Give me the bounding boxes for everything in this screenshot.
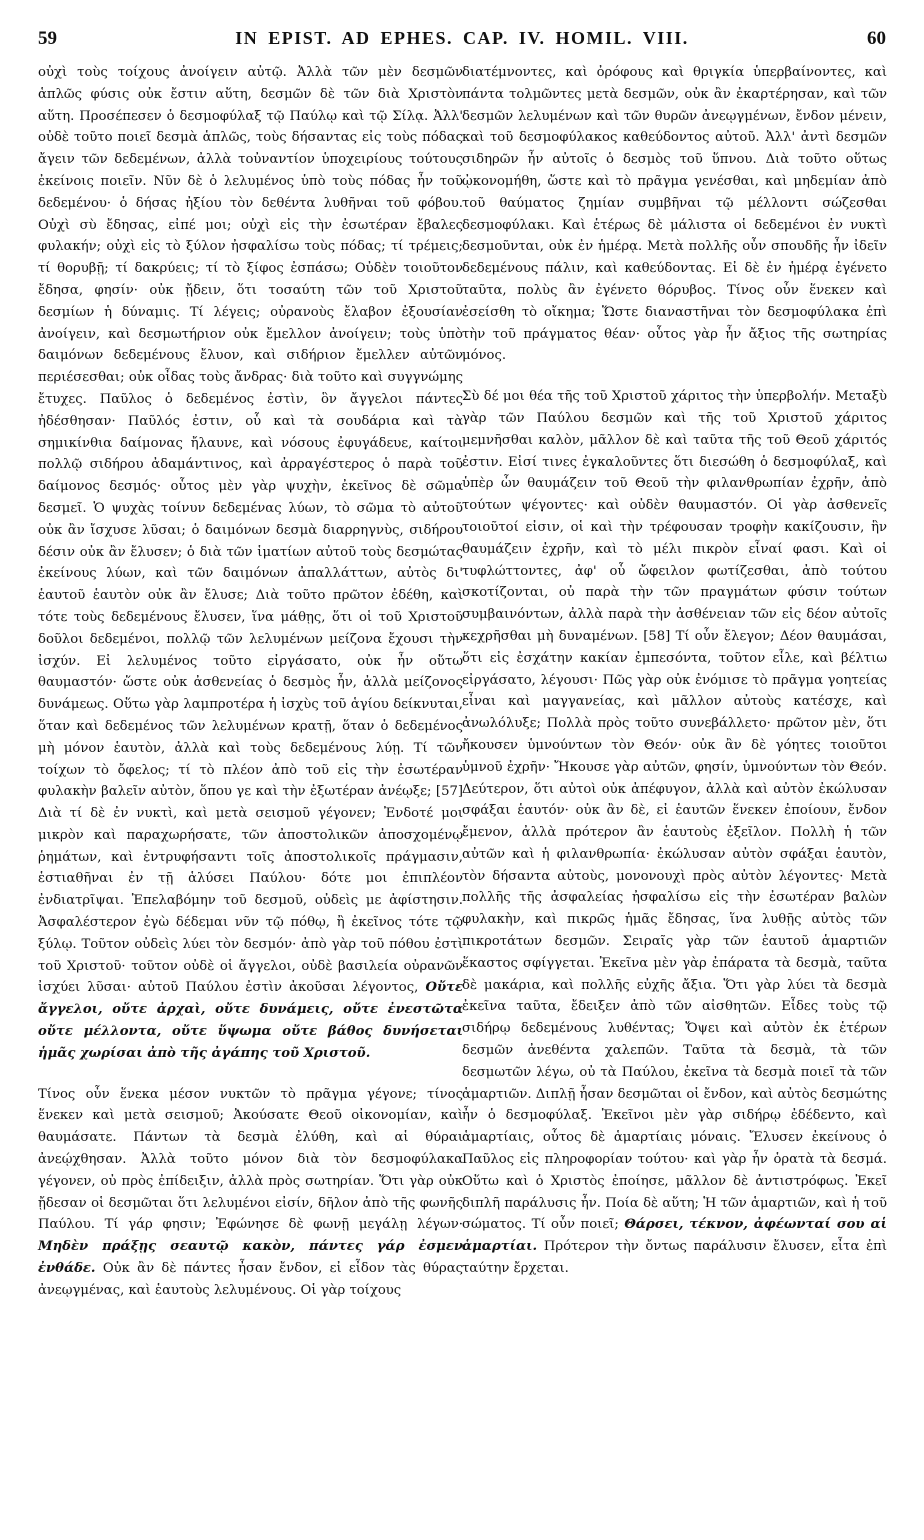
left-column	[38, 62, 463, 1302]
right-paragraph-2-text: Σὺ δέ μοι θέα τῆς τοῦ Χριστοῦ χάριτος τὴν ὑπερβολήν. Μεταξὺ γὰρ τῶν Παύλου δεσμῶν καὶ τῆς τοῦ Χριστοῦ χάριτος μεμνῆσθαι καλὸν, μᾶλλον δὲ καὶ ταῦτα τῆς τοῦ Θεοῦ χάριτός ἐστιν. Εἰσί τινες ἐγκαλοῦντες ὅτι διεσώθη ὁ δεσμοφύλαξ, καὶ ὑπὲρ ὧν θαυμάζειν τοῦ Θεοῦ τὴν φιλανθρωπίαν ἐχρῆν, ἀπὸ τούτων ψέγοντες· καὶ οὐδὲν θαυμαστόν. Οἱ γὰρ ἀσθενεῖς τοιοῦτοί εἰσιν, οἱ καὶ τὴν τρέφουσαν τροφὴν κακίζουσιν, ἣν θαυμάζειν ἐχρῆν, καὶ τὸ μέλι πικρὸν εἶναί φασι. Καὶ οἱ τυφλώττοντες, ἀφ' οὗ ὤφειλον φωτίζεσθαι, ἀπὸ τούτου σκοτίζονται, οὐ παρὰ τὴν τῶν πραγμάτων φύσιν τούτων συμβαινόντων, ἀλλὰ παρὰ τὴν ἀσθένειαν τῶν εἰς δέον αὐτοῖς κεχρῆσθαι μὴ δυναμένων. [58] Τί οὖν ἔλεγον; Δέον θαυμάσαι, ὅτι εἰς ἐσχάτην κακίαν ἐμπεσόντα, τοῦτον εἷλε, καὶ βέλτιω εἰργάσατο, λέγουσι· Πῶς γὰρ οὐκ ἐνόμισε τὸ πρᾶγμα γοητείας εἶναι καὶ μαγγανείας, καὶ μᾶλλον αὐτοὺς κατέσχε, καὶ ἀνωλόλυξε; Πολλὰ πρὸς τοῦτο συνεβάλλετο· πρῶτον μὲν, ὅτι ἤκουσεν ὑμνούντων τὸν Θεόν· οὐκ ἂν δὲ γόητες τοιοῦτοι ὑμνοῦ ἐχρῆν· Ἤκουσε γὰρ αὐτῶν, φησίν, ὑμνούντων τὸν Θεόν. Δεύτερον, ὅτι αὐτοὶ οὐκ ἀπέφυγον, ἀλλὰ καὶ αὐτὸν ἐκώλυσαν σφάξαι ἑαυτόν· οὐκ ἂν δὲ, εἰ ἑαυτῶν ἕνεκεν ἐποίουν, ἔνδον ἔμενον, ἀλλὰ πρότερον ἂν ἑαυτοὺς ἐξεῖλον. Πολλὴ ἡ τῶν αὐτῶν καὶ ἡ φιλανθρωπία· ἐκώλυσαν αὐτὸν σφάξαι ἑαυτὸν, τὸν δήσαντα αὐτοὺς, μονονουχὶ πρὸς αὐτὸν λέγοντες· Μετὰ πολλῆς τῆς ἀσφαλείας ἠσφαλίσω εἰς τὴν ἐσωτέραν βαλὼν φυλακὴν, καὶ πικρῶς ἡμᾶς ἔδησας, ἵνα λυθῇς αὐτὸς τῶν πικροτάτων δεσμῶν. Σειραῖς γὰρ τῶν ἑαυτοῦ ἁμαρτιῶν ἕκαστος σφίγγεται. Ἐκεῖνα μὲν γὰρ ἐπάρατα τὰ δεσμὰ, ταῦτα δὲ μακάρια, καὶ πολλῆς εὐχῆς ἄξια. Ὅτι γὰρ λύει τὰ δεσμὰ ἐκεῖνα ταῦτα, ἔδειξεν ἀπὸ τῶν αἰσθητῶν. Εἶδες τοὺς τῷ σιδήρῳ δεδεμένους λυθέντας; Ὄψει καὶ αὐτὸν ἐκ ἑτέρων δεσμῶν ἀνεθέντα χαλεπῶν. Ταῦτα τὰ δεσμὰ, τὰ τῶν δεσμωτῶν λέγω, οὐ τὰ Παύλου, ἐκεῖνα τὰ δεσμὰ ποιεῖ τὰ τῶν ἁμαρτιῶν. Διπλῇ ἦσαν δεσμῶται οἱ ἔνδον, καὶ αὐτὸς δεσμώτης ἦν ὁ δεσμοφύλαξ. Ἐκεῖνοι μὲν γὰρ σιδήρῳ ἐδέδεντο, καὶ ἁμαρτίαις, οὗτος δὲ ἁμαρτίαις μόναις. Ἔλυσεν ἐκείνους ὁ Παῦλος εἰς πληροφορίαν τούτου· καὶ γὰρ ἦν ὁρατὰ τὰ δεσμά. Οὕτω καὶ ὁ Χριστὸς ἐποίησε, μᾶλλον δὲ ἀντιστρόφως. Ἐκεῖ διπλῆ παράλυσις ἦν. Ποία δὲ αὕτη; Ἡ τῶν ἁμαρτιῶν, καὶ ἡ τοῦ σώματος. Τί οὖν ποιεῖ;	[462, 389, 887, 1233]
left-paragraph-1-text: οὐχὶ τοὺς τοίχους ἀνοίγειν αὐτῷ. Ἀλλὰ τῶν μὲν δεσμῶν ἁπλῶς φύσις οὐκ ἔστιν αὕτη, δεσμῶν δὲ τῶν διὰ Χριστὸν αὕτη. Προσέπεσεν ὁ δεσμοφύλαξ τῷ Παύλῳ καὶ τῷ Σίλᾳ. Ἀλλ' οὐδὲ τοῦτο ποιεῖ δεσμὰ ἁπλῶς, τοὺς δήσαντας εἰς τοὺς πόδας ἄγειν τῶν δεδεμένων, ἀλλὰ τοὐναντίον ὑποχειρίους τούτους ἐκείνοις ποιεῖν. Νῦν δὲ ὁ λελυμένος ὑπὸ τοὺς πόδας ἦν τοῦ δεδεμένου· ὁ δήσας ἠξίου τὸν δεθέντα λυθῆναι τοῦ φόβου. Οὐχὶ σὺ ἔδησας, εἰπέ μοι; οὐχὶ εἰς τὴν ἐσωτέραν ἔβαλες φυλακήν; οὐχὶ εἰς τὸ ξύλον ἠσφαλίσω τοὺς πόδας; τί τρέμεις; τί θορυβῇ; τί δακρύεις; τί τὸ ξίφος ἐσπάσω; Οὐδὲν τοιοῦτον ἔδησα, φησίν· οὐκ ᾔδειν, ὅτι τοσαύτη τῶν τοῦ Χριστοῦ δεσμίων ἡ δύναμις. Τί λέγεις; οὐρανοὺς ἔλαβον ἐξουσίαν ἀνοίγειν, καὶ δεσμωτήριον οὐκ ἔμελλον ἀνοίγειν; τοὺς ὑπὸ δαιμόνων δεδεμένους ἔλυον, καὶ σιδήριον ἔμελλεν αὐτῶν περιέσεσθαι; οὐκ οἶδας τοὺς ἄνδρας· διὰ τοῦτο καὶ συγγνώμης ἔτυχες. Παῦλος ὁ δεδεμένος ἐστὶν, ὃν ἄγγελοι πάντες ἠδέσθησαν· Παῦλός ἐστιν, οὗ καὶ τὰ σουδάρια καὶ τὰ σημικίνθια δαίμονας ἤλαυνε, καὶ νόσους ἐφυγάδευε, καίτοι πολλῷ σιδήρου ἀδαμάντινος, καὶ ἀρραγέστερος ὁ παρὰ τοῦ δαίμονος δεσμός· οὗτος μὲν γὰρ ψυχὴν, ἐκεῖνος δὲ σῶμα δεσμεῖ. Ὁ ψυχὰς τοίνυν δεδεμένας λύων, τὸ σῶμα τὸ αὐτοῦ οὐκ ἂν ἴσχυσε λῦσαι; ὁ δαιμόνων δεσμὰ διαρρηγνὺς, σιδήρου δέσιν οὐκ ἂν ἔλυσεν; ὁ διὰ τῶν ἱματίων αὐτοῦ τοὺς δεσμώτας ἐκείνους λύων, καὶ τῶν δαιμόνων ἀπαλλάττων, αὐτὸς δι' ἑαυτοῦ ἑαυτὸν οὐκ ἂν ἔλυσε; Διὰ τοῦτο πρῶτον ἐδέθη, καὶ τότε τοὺς δεδεμένους ἔλυσεν, ἵνα μάθῃς, ὅτι οἱ τοῦ Χριστοῦ δοῦλοι δεδεμένοι, πολλῷ τῶν λελυμένων μείζονα ἔχουσι τὴν ἰσχύν. Εἰ λελυμένος τοῦτο εἰργάσατο, οὐκ ἦν οὕτω θαυμαστόν· ὥστε οὐκ ἀσθενείας ὁ δεσμὸς ἦν, ἀλλὰ μείζονος δυνάμεως. Οὕτω γὰρ λαμπροτέρα ἡ ἰσχὺς τοῦ ἁγίου δείκνυται, ὅταν καὶ δεδεμένος τῶν λελυμένων κρατῇ, ὅταν ὁ δεδεμένος μὴ μόνον ἑαυτὸν, ἀλλὰ καὶ τοὺς δεδεμένους λύῃ. Τί τῶν τοίχων τὸ ὄφελος; τί τὸ πλέον ἀπὸ τοῦ εἰς τὴν ἐσωτέραν φυλακὴν βαλεῖν αὐτὸν, ὅπου γε καὶ τὴν ἐξωτέραν ἀνέῳξε; [57] Διὰ τί δὲ ἐν νυκτὶ, καὶ μετὰ σεισμοῦ γέγονεν; Ἐνδοτέ μοι μικρὸν καὶ παραχωρήσατε, τῶν ἀποστολικῶν ἀποσχομένῳ ῥημάτων, καὶ ἐντρυφήσαντι τοῖς ἀποστολικοῖς πράγμασιν, ἑστιαθῆναι ἐν τῇ ἁλύσει Παύλου· δότε μοι ἐπιπλέον ἐνδιατρῖψαι. Ἐπελαβόμην τοῦ δεσμοῦ, οὐδεὶς με ἀφίστησιν. Ἀσφαλέστερον ἐγὼ δέδεμαι νῦν τῷ πόθῳ, ἢ ἐκεῖνος τότε τῷ ξύλῳ. Τοῦτον οὐδεὶς λύει τὸν δεσμόν· ἀπὸ γὰρ τοῦ πόθου ἐστὶ τοῦ Χριστοῦ· τοῦτον οὐδὲ οἱ ἄγγελοι, οὐδὲ βασιλεία οὐρανῶν ἰσχύει λῦσαι· αὐτοῦ Παύλου ἐστὶν ἀκοῦσαι λέγοντος,	[38, 65, 463, 996]
right-paragraph-1: διατέμνοντες, καὶ ὀρόφους καὶ θριγκία ὑπερβαίνοντες, καὶ πάντα τολμῶντες μετὰ δεσμῶν, οὐκ ἂν ἐκαρτέρησαν, καὶ τῶν δεσμῶν λελυμένων καὶ τῶν θυρῶν ἀνεῳγμένων, ἔνδον μένειν, καὶ τοῦ δεσμοφύλακος καθεύδοντος αὐτοῦ. Ἀλλ' ἀντὶ δεσμῶν σιδηρῶν ἦν αὐτοῖς ὁ δεσμὸς τοῦ ὕπνου. Διὰ τοῦτο οὕτως ᾠκονομήθη, ὥστε καὶ τὸ πρᾶγμα γενέσθαι, καὶ μηδεμίαν ἀπὸ τοῦ θαύματος ζημίαν συμβῆναι τῷ μέλλοντι σώζεσθαι δεσμοφύλακι. Καὶ ἑτέρως δὲ μάλιστα οἱ δεδεμένοι ἐν νυκτὶ δεσμοῦνται, οὐκ ἐν ἡμέρᾳ. Μετὰ πολλῆς οὖν σπουδῆς ἦν ἰδεῖν δεδεμένους πάλιν, καὶ καθεύδοντας. Εἰ δὲ ἐν ἡμέρᾳ ἐγένετο ταῦτα, πολὺς ἂν ἐγένετο θόρυβος. Τίνος οὖν ἕνεκεν καὶ ἐσείσθη τὸ οἴκημα; Ὥστε διαναστῆναι τὸν δεσμοφύλακα ἐπὶ τὴν τοῦ πράγματος θέαν· οὗτος γὰρ ἦν ἄξιος τῆς σωτηρίας μόνος.	[462, 65, 887, 364]
scripture-quote: Μηδὲν πράξῃς σεαυτῷ κακὸν, πάντες γάρ ἐσμεν ἐνθάδε.	[38, 1239, 463, 1277]
page-number-right: 60	[867, 28, 886, 49]
left-paragraph-1	[38, 62, 463, 1065]
scripture-quote: Οὔτε ἄγγελοι, οὔτε ἀρχαὶ, οὔτε δυνάμεις, οὔτε ἐνεστῶτα οὔτε μέλλοντα, οὔτε ὕψωμα οὔτε βάθος δυνήσεται ἡμᾶς χωρίσαι ἀπὸ τῆς ἀγάπης τοῦ Χριστοῦ.	[38, 980, 463, 1061]
scripture-quote: Θάρσει, τέκνον, ἀφέωνταί σου αἱ ἁμαρτίαι.	[462, 1217, 887, 1255]
left-paragraph-2-text: Τίνος οὖν ἕνεκα μέσον νυκτῶν τὸ πρᾶγμα γέγονε; τίνος ἕνεκεν καὶ μετὰ σεισμοῦ; Ἀκούσατε Θεοῦ οἰκονομίαν, καὶ θαυμάσατε. Πάντων τὰ δεσμὰ ἐλύθη, καὶ αἱ θύραι ἀνεῴχθησαν. Ἀλλὰ τοῦτο μόνον διὰ τὸν δεσμοφύλακα γέγονεν, οὐ πρὸς ἐπίδειξιν, ἀλλὰ πρὸς σωτηρίαν. Ὅτι γὰρ οὐκ ᾔδεσαν οἱ δεσμῶται ὅτι λελυμένοι εἰσίν, δῆλον ἀπὸ τῆς φωνῆς Παύλου. Τί γάρ φησιν; Ἐφώνησε δὲ φωνῇ μεγάλῃ λέγων·	[38, 1086, 463, 1233]
right-column	[462, 62, 887, 1280]
running-title: IN EPIST. AD EPHES. CAP. IV. HOMIL. VIII.	[235, 28, 689, 48]
left-paragraph-2-tail: Οὐκ ἂν δὲ πάντες ἦσαν ἔνδον, εἰ εἶδον τὰς θύρας ἀνεῳγμένας, καὶ ἑαυτοὺς λελυμένους. Οἱ γὰρ τοίχους	[38, 1261, 463, 1298]
right-paragraph-2-tail: Πρότερον τὴν ὄντως παράλυσιν ἔλυσεν, εἶτα ἐπὶ ταύτην ἔρχεται.	[462, 1239, 887, 1277]
left-paragraph-2	[38, 1084, 463, 1302]
running-header	[38, 28, 886, 58]
right-paragraph-2	[462, 386, 887, 1280]
page-number-left: 59	[38, 28, 57, 49]
